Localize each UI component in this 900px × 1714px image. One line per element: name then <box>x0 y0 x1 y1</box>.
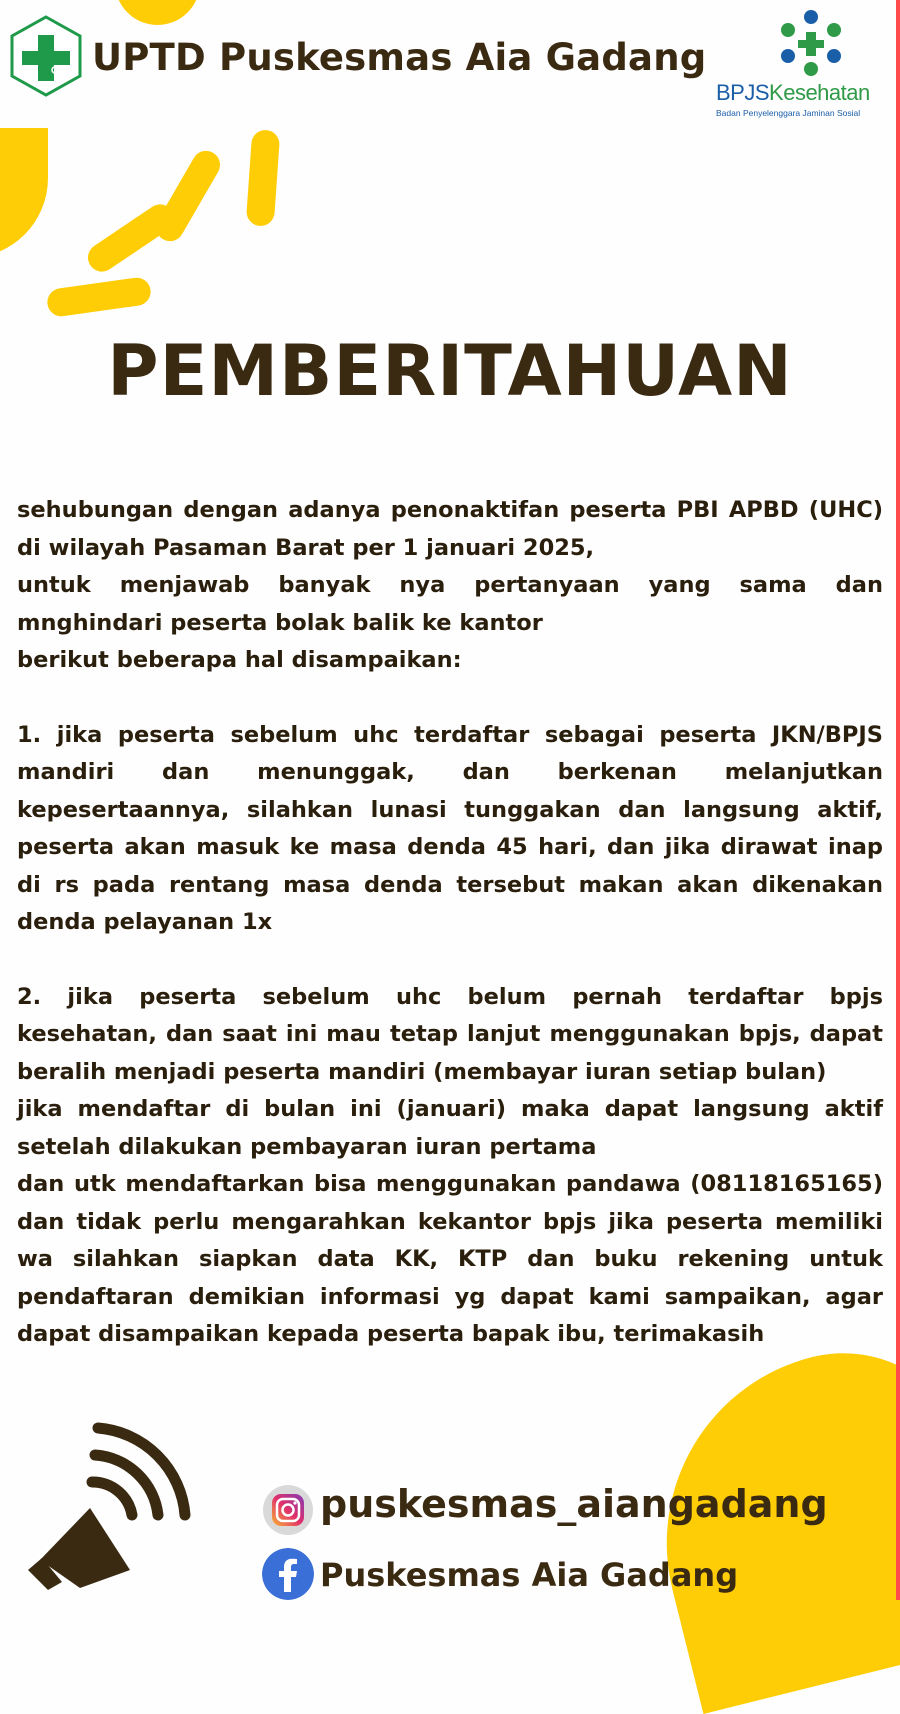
header <box>0 0 900 125</box>
intro-paragraph: untuk menjawab banyak nya pertanyaan yang sama dan mnghindari peserta bolak balik ke kantor <box>17 572 883 636</box>
decorative-edge-line <box>896 0 900 1600</box>
bpjs-name: BPJSKesehatan <box>716 80 870 105</box>
intro-paragraph: berikut beberapa hal disampaikan: <box>17 647 462 673</box>
bpjs-subtitle: Badan Penyelenggara Jaminan Sosial <box>716 108 861 118</box>
instagram-icon <box>262 1484 314 1536</box>
decorative-ray <box>46 276 153 318</box>
point-2-continued: jika mendaftar di bulan ini (januari) maka dapat langsung aktif setelah dilakukan pembayaran iuran pertama <box>17 1096 883 1160</box>
decorative-blob-left <box>0 128 48 258</box>
bpjs-logo <box>716 8 896 123</box>
puskesmas-cross-logo <box>10 15 82 97</box>
facebook-page-name: Puskesmas Aia Gadang <box>320 1556 739 1594</box>
decorative-ray <box>246 129 281 227</box>
facebook-icon <box>262 1548 314 1600</box>
bpjs-mark-icon <box>776 8 846 78</box>
megaphone-icon <box>20 1420 200 1590</box>
point-2: 2. jika peserta sebelum uhc belum pernah terdaftar bpjs kesehatan, dan saat ini mau tetap lanjut menggunakan bpjs, dapat beralih menjadi peserta mandiri (membayar iuran setiap bulan) <box>17 983 883 1085</box>
intro-paragraph: sehubungan dengan adanya penonaktifan peserta PBI APBD (UHC) di wilayah Pasaman Barat per 1 januari 2025, <box>17 497 883 561</box>
notice-title: PEMBERITAHUAN <box>107 330 793 412</box>
header-title: UPTD Puskesmas Aia Gadang <box>92 36 707 79</box>
notice-body <box>17 492 883 1354</box>
instagram-handle: puskesmas_aiangadang <box>320 1482 828 1526</box>
point-1: 1. jika peserta sebelum uhc terdaftar sebagai peserta JKN/BPJS mandiri dan menunggak, dan berkenan melanjutkan kepesertaannya, silahkan lunasi tunggakan dan langsung aktif, peserta akan masuk ke masa denda 45 hari, dan jika dirawat inap di rs pada rentang masa denda tersebut makan akan dikenakan denda pelayanan 1x <box>17 721 883 935</box>
point-2-registration: dan utk mendaftarkan bisa menggunakan pandawa (08118165165) dan tidak perlu mengarahkan kekantor bpjs jika peserta memiliki wa silahkan siapkan data KK, KTP dan buku rekening untuk pendaftaran demikian informasi yg dapat kami sampaikan, agar dapat disampaikan kepada peserta bapak ibu, terimakasih <box>17 1171 883 1347</box>
